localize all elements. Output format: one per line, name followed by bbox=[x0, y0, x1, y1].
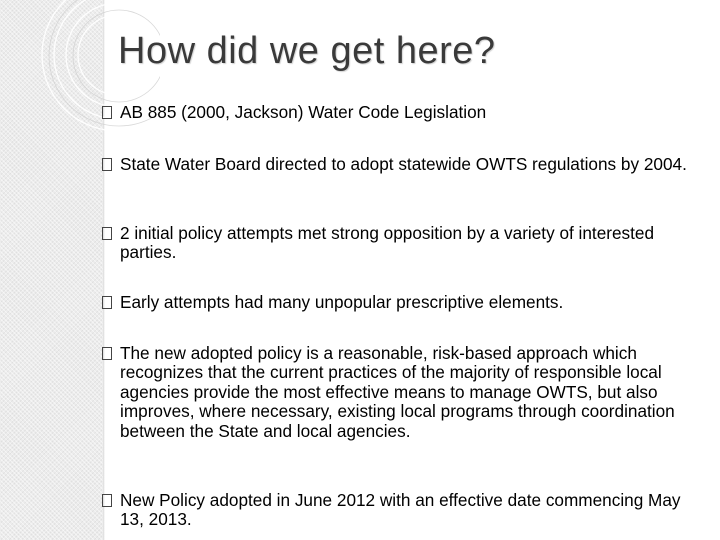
bullet-box-icon bbox=[102, 296, 112, 309]
bullet-text: State Water Board directed to adopt statewide OWTS regulations by 2004. bbox=[120, 154, 687, 174]
bullet-box-icon bbox=[102, 106, 112, 119]
bullet-item bbox=[102, 344, 702, 441]
bullet-text: 2 initial policy attempts met strong opposition by a variety of interested parties. bbox=[120, 223, 655, 263]
bullet-item bbox=[102, 293, 702, 312]
bullet-text: The new adopted policy is a reasonable, risk-based approach which recognizes that the current practices of the majority of responsible local agencies provide the most effective means to manage OWTS, but also improves, where necessary, existing local programs through coordination between the State and local agencies. bbox=[120, 343, 675, 441]
bullet-box-icon bbox=[102, 227, 112, 240]
bullet-box-icon bbox=[102, 158, 112, 171]
bullet-item bbox=[102, 103, 702, 122]
bullet-item bbox=[102, 491, 702, 530]
bullet-text: New Policy adopted in June 2012 with an effective date commencing May 13, 2013. bbox=[120, 490, 681, 530]
bullet-item bbox=[102, 155, 702, 174]
bullet-box-icon bbox=[102, 494, 112, 507]
bullet-text: Early attempts had many unpopular prescriptive elements. bbox=[120, 292, 564, 312]
bullet-item bbox=[102, 224, 702, 263]
slide-title: How did we get here? bbox=[118, 30, 496, 72]
bullet-list bbox=[102, 0, 702, 540]
bullet-text: AB 885 (2000, Jackson) Water Code Legislation bbox=[120, 102, 487, 122]
bullet-box-icon bbox=[102, 347, 112, 360]
